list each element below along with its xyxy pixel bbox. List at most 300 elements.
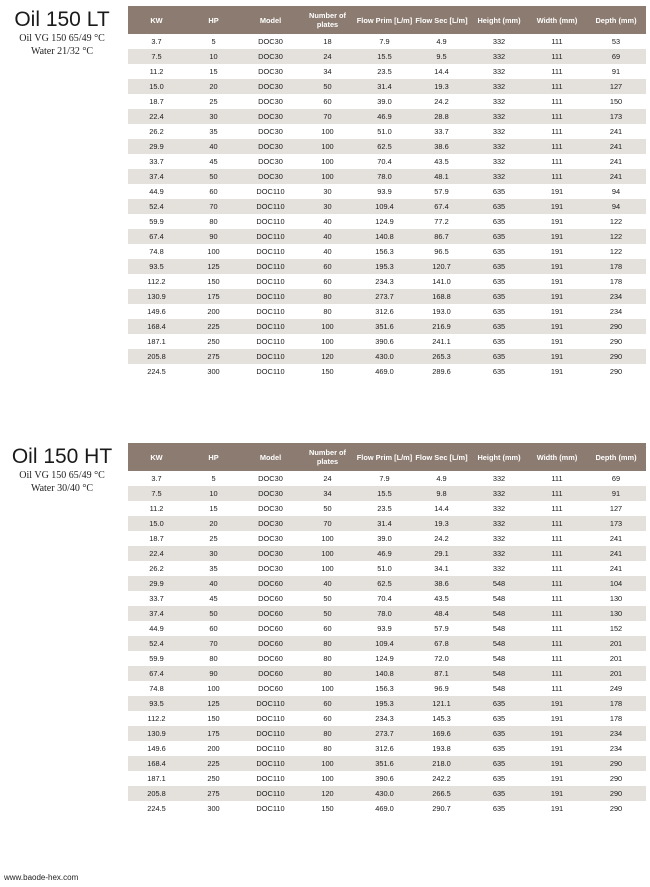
table-cell: DOC110 — [242, 199, 299, 214]
table-cell: 30 — [185, 546, 242, 561]
column-header: KW — [128, 6, 185, 34]
table-cell: 548 — [470, 606, 528, 621]
table-cell: 201 — [586, 666, 646, 681]
table-cell: 29.1 — [413, 546, 470, 561]
table-cell: 59.9 — [149, 217, 164, 226]
table-cell: 224.5 — [147, 804, 166, 813]
table-cell: 7.9 — [379, 37, 390, 46]
table-cell: 168.4 — [128, 319, 185, 334]
table-row — [128, 289, 646, 304]
table-cell: 111 — [528, 49, 586, 64]
table-cell: 300 — [207, 804, 220, 813]
table-cell: 150 — [321, 804, 334, 813]
table-cell: DOC110 — [256, 337, 285, 346]
table-cell: DOC110 — [242, 289, 299, 304]
table-cell: 40 — [299, 576, 356, 591]
table-cell: 70.4 — [377, 157, 392, 166]
table-cell: DOC110 — [242, 349, 299, 364]
column-header: Flow Sec [L/m] — [413, 443, 470, 471]
table-cell: 111 — [528, 486, 586, 501]
table-cell: 25 — [209, 534, 218, 543]
table-row — [128, 64, 646, 79]
table-cell: 37.4 — [128, 606, 185, 621]
table-cell: 141.0 — [432, 277, 451, 286]
table-row — [128, 274, 646, 289]
table-cell: DOC30 — [258, 474, 283, 483]
table-row — [128, 621, 646, 636]
table-cell: DOC110 — [256, 804, 285, 813]
table-cell: 112.2 — [147, 277, 166, 286]
table-cell: 290 — [609, 774, 623, 783]
table-cell: 145.3 — [432, 714, 451, 723]
table-cell: 111 — [528, 666, 586, 681]
table-cell: 178 — [609, 714, 623, 723]
table-row — [128, 516, 646, 531]
table-cell: 351.6 — [356, 756, 413, 771]
table-cell: 44.9 — [149, 187, 164, 196]
table-cell: 241 — [609, 127, 623, 136]
table-cell: 45 — [209, 157, 218, 166]
table-cell: 9.5 — [413, 49, 470, 64]
table-cell: 241 — [609, 564, 623, 573]
table-row — [128, 546, 646, 561]
table-cell: 111 — [551, 157, 563, 166]
table-cell: 46.9 — [356, 109, 413, 124]
table-row — [128, 349, 646, 364]
table-cell: 100 — [321, 534, 334, 543]
table-cell: 20 — [185, 79, 242, 94]
table-cell: 50 — [185, 169, 242, 184]
table-cell: 635 — [492, 337, 506, 346]
table-cell: 150 — [207, 714, 220, 723]
table-cell: 168.4 — [128, 756, 185, 771]
table-cell: 249 — [609, 684, 623, 693]
table-cell: 290 — [609, 337, 623, 346]
table-cell: 10 — [185, 49, 242, 64]
table-cell: 156.3 — [375, 247, 394, 256]
table-cell: 100 — [207, 684, 220, 693]
table-cell: 111 — [551, 127, 563, 136]
table-cell: 80 — [299, 726, 356, 741]
table-cell: 109.4 — [356, 199, 413, 214]
table-cell: 33.7 — [434, 127, 449, 136]
table-cell: 332 — [470, 49, 528, 64]
table-cell: 191 — [528, 199, 586, 214]
table-cell: 60 — [323, 277, 332, 286]
table-cell: 10 — [185, 486, 242, 501]
table-cell: 178 — [586, 259, 646, 274]
table-cell: 332 — [470, 546, 528, 561]
table-cell: 635 — [492, 187, 506, 196]
table-cell: 312.6 — [375, 744, 394, 753]
column-header: HP — [185, 6, 242, 34]
table-row — [128, 124, 646, 139]
table-cell: 234.3 — [375, 714, 394, 723]
section-title: Oil 150 LT — [14, 8, 110, 31]
table-cell: 332 — [470, 79, 528, 94]
table-cell: 273.7 — [356, 726, 413, 741]
header-row — [128, 443, 646, 471]
table-cell: 130 — [586, 606, 646, 621]
table-cell: 7.9 — [379, 474, 390, 483]
table-row — [128, 786, 646, 801]
table-cell: 191 — [550, 774, 564, 783]
table-cell: 15 — [209, 504, 218, 513]
table-cell: 193.8 — [432, 744, 451, 753]
table-cell: 122 — [586, 229, 646, 244]
table-cell: 290 — [586, 786, 646, 801]
table-cell: 60 — [299, 259, 356, 274]
table-cell: 86.7 — [413, 229, 470, 244]
table-cell: 216.9 — [413, 319, 470, 334]
table-cell: 39.0 — [377, 97, 392, 106]
table-cell: DOC60 — [258, 594, 283, 603]
table-cell: 191 — [550, 307, 564, 316]
table-cell: 72.0 — [434, 654, 449, 663]
table-cell: 62.5 — [356, 576, 413, 591]
table-cell: DOC30 — [258, 67, 283, 76]
table-cell: DOC30 — [242, 546, 299, 561]
table-cell: 34 — [299, 486, 356, 501]
table-cell: 74.8 — [149, 684, 164, 693]
table-cell: 332 — [492, 127, 506, 136]
table-cell: 111 — [551, 67, 563, 76]
table-cell: 635 — [470, 289, 528, 304]
table-cell: 290 — [586, 349, 646, 364]
table-cell: 120 — [299, 786, 356, 801]
table-row — [128, 606, 646, 621]
table-cell: 149.6 — [147, 744, 166, 753]
table-cell: 60 — [323, 97, 332, 106]
table-cell: 74.8 — [149, 247, 164, 256]
table-cell: 109.4 — [356, 636, 413, 651]
section-label — [0, 443, 124, 495]
table-cell: 19.3 — [413, 516, 470, 531]
table-cell: 273.7 — [356, 289, 413, 304]
table-cell: 150 — [207, 277, 220, 286]
table-cell: 80 — [209, 654, 218, 663]
table-cell: 332 — [492, 67, 506, 76]
table-cell: 205.8 — [128, 349, 185, 364]
table-cell: 96.5 — [434, 247, 449, 256]
column-header: Height (mm) — [470, 443, 528, 471]
table-row — [128, 199, 646, 214]
table-cell: 45 — [209, 594, 218, 603]
table-cell: 191 — [528, 259, 586, 274]
table-cell: 390.6 — [375, 337, 394, 346]
table-cell: 111 — [551, 684, 563, 693]
table-cell: DOC30 — [258, 97, 283, 106]
table-row — [128, 94, 646, 109]
table-cell: 191 — [550, 367, 564, 376]
table-cell: 94 — [586, 199, 646, 214]
table-cell: DOC110 — [256, 247, 285, 256]
table-cell: 548 — [492, 594, 506, 603]
table-cell: DOC30 — [242, 79, 299, 94]
table-cell: 125 — [185, 696, 242, 711]
table-cell: 175 — [185, 289, 242, 304]
table-cell: 290 — [609, 804, 623, 813]
table-cell: 60 — [209, 187, 218, 196]
table-cell: 100 — [299, 319, 356, 334]
table-cell: 38.6 — [413, 139, 470, 154]
table-cell: 50 — [323, 594, 332, 603]
table-cell: 24 — [323, 474, 332, 483]
table-row — [128, 681, 646, 696]
table-cell: 127 — [609, 504, 623, 513]
table-cell: 111 — [551, 594, 563, 603]
table-cell: 332 — [470, 486, 528, 501]
table-cell: 225 — [185, 756, 242, 771]
table-cell: 30 — [323, 187, 332, 196]
table-cell: 265.3 — [413, 349, 470, 364]
table-cell: 48.4 — [413, 606, 470, 621]
table-cell: 191 — [550, 277, 564, 286]
table-cell: 332 — [492, 97, 506, 106]
table-cell: 67.4 — [128, 229, 185, 244]
table-row — [128, 49, 646, 64]
table-cell: 24 — [299, 49, 356, 64]
table-cell: 44.9 — [149, 624, 164, 633]
table-row — [128, 486, 646, 501]
table-cell: 241.1 — [432, 337, 451, 346]
table-cell: 332 — [492, 37, 506, 46]
column-header: Depth (mm) — [586, 443, 646, 471]
table-cell: 191 — [550, 744, 564, 753]
table-cell: 150 — [609, 97, 623, 106]
table-cell: 33.7 — [149, 594, 164, 603]
table-cell: 100 — [299, 169, 356, 184]
table-cell: 173 — [586, 516, 646, 531]
table-cell: 635 — [470, 319, 528, 334]
table-cell: 191 — [550, 187, 564, 196]
table-cell: 57.9 — [434, 187, 449, 196]
table-cell: 111 — [528, 79, 586, 94]
table-cell: 78.0 — [356, 169, 413, 184]
table-cell: 90 — [185, 666, 242, 681]
table-cell: 69 — [611, 474, 621, 483]
table-cell: 3.7 — [151, 37, 162, 46]
table-row — [128, 364, 646, 379]
table-cell: 635 — [470, 786, 528, 801]
table-cell: 80 — [323, 654, 332, 663]
column-header: Height (mm) — [470, 6, 528, 34]
table-cell: 191 — [528, 289, 586, 304]
table-cell: 15 — [209, 67, 218, 76]
table-cell: 29.9 — [128, 576, 185, 591]
table-cell: 59.9 — [149, 654, 164, 663]
table-row — [128, 636, 646, 651]
table-cell: 111 — [551, 534, 563, 543]
table-cell: 469.0 — [375, 367, 394, 376]
table-cell: 234 — [586, 726, 646, 741]
table-cell: 191 — [528, 229, 586, 244]
table-cell: 635 — [470, 349, 528, 364]
table-cell: 635 — [492, 217, 506, 226]
table-cell: 15.5 — [356, 486, 413, 501]
table-cell: 111 — [551, 474, 563, 483]
table-cell: 34 — [323, 67, 332, 76]
table-cell: 266.5 — [413, 786, 470, 801]
table-cell: 635 — [492, 774, 506, 783]
table-cell: 149.6 — [147, 307, 166, 316]
table-cell: 111 — [528, 516, 586, 531]
table-cell: 18.7 — [149, 534, 164, 543]
table-cell: 234 — [609, 744, 623, 753]
table-cell: 122 — [609, 217, 623, 226]
table-row — [128, 801, 646, 816]
table-cell: 200 — [207, 307, 220, 316]
table-cell: 15.5 — [356, 49, 413, 64]
table-cell: 122 — [609, 247, 623, 256]
table-cell: 57.9 — [434, 624, 449, 633]
table-cell: 38.6 — [413, 576, 470, 591]
table-cell: 111 — [528, 139, 586, 154]
table-cell: 289.6 — [432, 367, 451, 376]
table-cell: DOC60 — [242, 576, 299, 591]
table-cell: 635 — [492, 744, 506, 753]
table-cell: 635 — [470, 259, 528, 274]
table-cell: 78.0 — [356, 606, 413, 621]
table-cell: 635 — [470, 696, 528, 711]
table-cell: 111 — [551, 624, 563, 633]
table-cell: 120.7 — [413, 259, 470, 274]
table-cell: DOC110 — [242, 259, 299, 274]
table-cell: 124.9 — [375, 217, 394, 226]
table-cell: 191 — [528, 756, 586, 771]
table-cell: DOC30 — [242, 516, 299, 531]
table-cell: 111 — [551, 97, 563, 106]
table-cell: 127 — [586, 79, 646, 94]
table-cell: 70 — [185, 636, 242, 651]
table-cell: 332 — [492, 157, 506, 166]
table-cell: DOC30 — [242, 49, 299, 64]
table-cell: 33.7 — [149, 157, 164, 166]
table-cell: 15.0 — [128, 516, 185, 531]
table-cell: 111 — [528, 546, 586, 561]
table-cell: 195.3 — [356, 696, 413, 711]
table-cell: 275 — [185, 786, 242, 801]
column-header: Number of plates — [299, 443, 356, 471]
table-cell: 22.4 — [128, 109, 185, 124]
table-row — [128, 169, 646, 184]
table-cell: DOC30 — [258, 127, 283, 136]
table-cell: 224.5 — [147, 367, 166, 376]
column-header: Depth (mm) — [586, 6, 646, 34]
table-row — [128, 501, 646, 516]
table-cell: 60 — [323, 624, 332, 633]
header-row — [128, 6, 646, 34]
table-cell: DOC60 — [258, 624, 283, 633]
table-cell: 111 — [528, 169, 586, 184]
table-cell: DOC110 — [242, 696, 299, 711]
table-cell: DOC110 — [256, 187, 285, 196]
table-cell: DOC110 — [242, 229, 299, 244]
table-cell: 548 — [492, 684, 506, 693]
table-cell: 140.8 — [356, 229, 413, 244]
table-cell: 218.0 — [413, 756, 470, 771]
table-cell: 332 — [492, 504, 506, 513]
table-cell: 40 — [323, 217, 332, 226]
table-cell: 94 — [611, 187, 621, 196]
table-cell: 25 — [209, 97, 218, 106]
table-cell: 250 — [207, 337, 220, 346]
column-header: Model — [242, 6, 299, 34]
table-row — [128, 711, 646, 726]
table-cell: 178 — [586, 696, 646, 711]
table-row — [128, 726, 646, 741]
table-cell: 51.0 — [377, 564, 392, 573]
table-row — [128, 771, 646, 786]
table-cell: 178 — [609, 277, 623, 286]
table-cell: 225 — [185, 319, 242, 334]
oil-spec: Oil VG 150 65/49 °C — [19, 470, 105, 481]
table-cell: 175 — [185, 726, 242, 741]
spec-table-lt — [128, 6, 646, 379]
table-cell: 111 — [528, 606, 586, 621]
table-cell: 70 — [299, 109, 356, 124]
table-cell: 130.9 — [128, 726, 185, 741]
table-cell: 234 — [609, 307, 623, 316]
table-cell: 34.1 — [434, 564, 449, 573]
table-cell: 130 — [609, 594, 623, 603]
table-cell: 96.9 — [434, 684, 449, 693]
table-cell: 50 — [299, 606, 356, 621]
table-cell: 28.8 — [413, 109, 470, 124]
table-row — [128, 696, 646, 711]
table-cell: 140.8 — [356, 666, 413, 681]
table-cell: 18 — [323, 37, 332, 46]
table-cell: 241 — [609, 157, 623, 166]
table-cell: 191 — [528, 319, 586, 334]
table-cell: 635 — [470, 199, 528, 214]
table-cell: 30 — [299, 199, 356, 214]
table-cell: 548 — [492, 624, 506, 633]
table-row — [128, 651, 646, 666]
table-cell: 67.4 — [413, 199, 470, 214]
table-cell: 93.9 — [377, 187, 392, 196]
table-cell: 52.4 — [128, 199, 185, 214]
section-label — [0, 6, 124, 58]
table-cell: 50 — [299, 79, 356, 94]
table-cell: 3.7 — [151, 474, 162, 483]
table-cell: 15.0 — [128, 79, 185, 94]
table-cell: 91 — [586, 486, 646, 501]
water-spec: Water 21/32 °C — [30, 46, 94, 57]
table-cell: 26.2 — [149, 564, 164, 573]
table-cell: DOC110 — [256, 744, 285, 753]
table-cell: 4.9 — [436, 474, 447, 483]
table-cell: 290 — [586, 756, 646, 771]
table-cell: 100 — [321, 127, 334, 136]
table-cell: 548 — [470, 636, 528, 651]
table-cell: 48.1 — [413, 169, 470, 184]
table-cell: 7.5 — [128, 486, 185, 501]
table-cell: 80 — [299, 666, 356, 681]
column-header: Number of plates — [299, 6, 356, 34]
table-cell: 290 — [586, 319, 646, 334]
table-cell: 11.2 — [149, 504, 164, 513]
table-cell: 53 — [611, 37, 621, 46]
table-row — [128, 471, 646, 486]
table-cell: 5 — [211, 474, 216, 483]
table-cell: DOC110 — [242, 319, 299, 334]
column-header: KW — [128, 443, 185, 471]
table-row — [128, 304, 646, 319]
table-cell: 93.5 — [128, 259, 185, 274]
table-cell: 9.8 — [413, 486, 470, 501]
table-cell: 80 — [323, 307, 332, 316]
